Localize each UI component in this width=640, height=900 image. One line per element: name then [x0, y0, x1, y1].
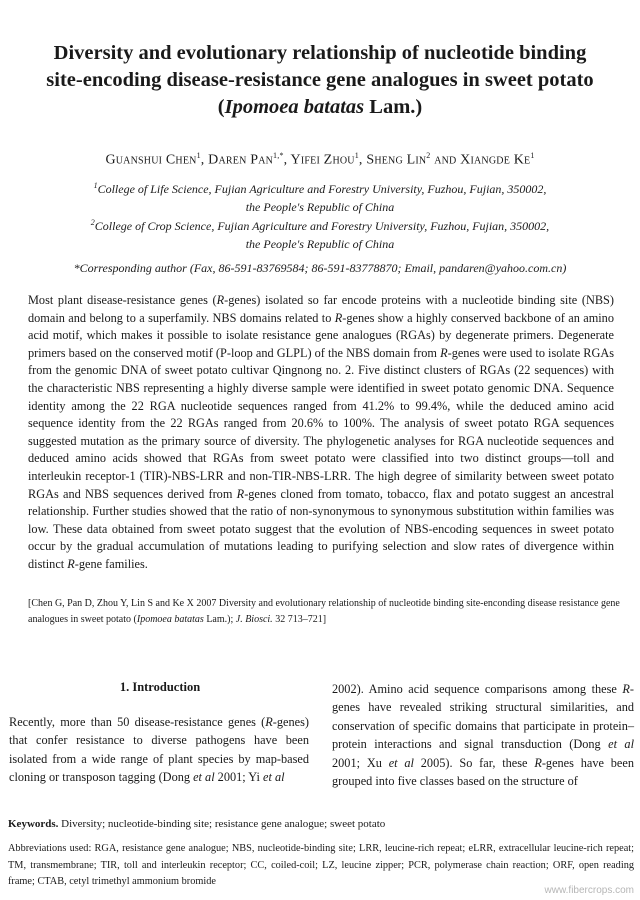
affiliation-2-marker: 2: [90, 218, 95, 227]
text-segment: -genes were used to isolate RGAs from the genomic DNA of sweet potato cultivar Qingnong no. 2. Five distinct clusters of RGAs (22 sequences) with the characteristic NBS representing a highly diverse sample were identified in sweet potato genomic DNA. Sequence identity among the 22 RGA nucleotide sequences ranged from 41.2% to 99.4%, while the deduced amino acid sequence identity from the 22 RGAs ranged from 20.6% to 100%. The analysis of sweet potato RGA sequences suggested mutation as the primary source of diversity. The phylogenetic analyses for RGA nucleotide sequences and deduced amino acids showed that RGAs from sweet potato were classified into two distinct groups—toll and interleukin receptor-1 (TIR)-NBS-LRR and non-TIR-NBS-LRR. The high degree of similarity between sweet potato RGAs and NBS sequences derived from: [28, 345, 614, 501]
title-line-2: site-encoding disease-resistance gene analogues in sweet potato: [46, 69, 594, 91]
introduction-left-column: [9, 713, 309, 787]
affiliation-1: [30, 177, 610, 216]
introduction-right-column: [332, 680, 634, 790]
keywords-text: Diversity; nucleotide-binding site; resistance gene analogue; sweet potato: [58, 818, 386, 830]
paper-title: [20, 40, 620, 121]
citation: [28, 596, 628, 628]
italic-text-segment: R: [534, 755, 542, 770]
title-species-suffix: Lam.): [364, 96, 423, 118]
italic-text-segment: Ipomoea batatas: [136, 614, 204, 625]
italic-text-segment: J. Biosci.: [235, 614, 273, 625]
author-affiliation-marker: 1: [530, 151, 535, 160]
author-affiliation-marker: 1: [196, 151, 201, 160]
text-segment: -genes show a highly conserved backbone of an amino acid motif, which makes it possible to isolate resistance gene analogues (RGAs) by degenerate primers. Degenerate primers based on the conserved motif (P-loop and GLPL) of the NBS domain from: [28, 310, 614, 360]
italic-text-segment: R: [334, 310, 343, 325]
title-species-italic: Ipomoea batatas: [224, 96, 365, 118]
text-segment: [Chen G, Pan D, Zhou Y, Lin S and Ke X 2007 Diversity and evolutionary relationship of nucleotide binding site-enconding disease resistance gene analogues in sweet potato (: [28, 598, 620, 625]
text-segment: -genes) isolated so far encode proteins with a nucleotide binding site (NBS) domain and belong to a superfamily. NBS domains related to: [28, 293, 614, 325]
italic-text-segment: R: [265, 715, 273, 729]
title-species-prefix: (: [217, 96, 225, 118]
corresponding-author: *Corresponding author (Fax, 86-591-83769584; 86-591-83778870; Email, pandaren@yahoo.com.cn): [73, 261, 567, 275]
text-segment: 2005). So far, these: [413, 755, 535, 770]
italic-text-segment: et al: [193, 770, 215, 785]
section-heading-introduction: 1. Introduction: [119, 680, 201, 694]
text-segment: 32 713–721]: [272, 614, 327, 625]
author-list: [20, 151, 620, 169]
author-name: Daren Pan: [208, 152, 274, 168]
title-line-1: Diversity and evolutionary relationship of nucleotide binding: [53, 42, 587, 64]
text-segment: -genes) that confer resistance to diverse pathogens have been isolated from a wide range of plant species by map-based cloning or transposon tagging (Dong: [9, 715, 309, 785]
text-segment: Lam.);: [203, 614, 236, 625]
text-segment: -genes have been grouped into five classes based on the structure of: [332, 755, 634, 789]
abstract: [28, 292, 614, 574]
author-affiliation-marker: 2: [426, 151, 431, 160]
author-separator: ,: [283, 152, 291, 168]
affiliation-2: [30, 214, 610, 253]
text-segment: 2001; Xu: [332, 755, 389, 770]
affiliation-1-line-2: the People's Republic of China: [245, 200, 395, 214]
author-name: Yifei Zhou: [290, 152, 355, 168]
text-segment: Recently, more than 50 disease-resistance genes (: [9, 715, 266, 729]
text-segment: -genes have revealed striking structural similarities, and conservation of specific domains that participate in protein–protein interactions and signal transduction (Dong: [332, 682, 634, 752]
keywords-label: Keywords.: [8, 818, 59, 830]
affiliation-1-line-1: College of Life Science, Fujian Agriculture and Forestry University, Fuzhou, Fujian, 350002,: [97, 182, 547, 196]
italic-text-segment: et al: [388, 755, 414, 770]
author-name: Xiangde Ke: [460, 152, 531, 168]
italic-text-segment: R: [622, 682, 630, 696]
italic-text-segment: R: [67, 556, 75, 571]
author-separator: ,: [358, 152, 367, 168]
text-segment: Most plant disease-resistance genes (: [28, 293, 217, 307]
author-affiliation-marker: 1: [354, 151, 359, 160]
author-affiliation-marker: 1,*: [273, 151, 284, 160]
author-name: Sheng Lin: [366, 152, 427, 168]
text-segment: 2002). Amino acid sequence comparisons among these: [332, 682, 623, 696]
italic-text-segment: R: [236, 486, 245, 501]
author-separator: ,: [200, 152, 209, 168]
italic-text-segment: R: [216, 293, 225, 307]
italic-text-segment: et al: [608, 737, 634, 752]
text-segment: 2001; Yi: [214, 770, 264, 785]
affiliation-2-line-2: the People's Republic of China: [245, 237, 395, 251]
text-segment: -genes cloned from tomato, tobacco, flax and potato suggest an ancestral relationship. Further studies showed that the ratio of non-synonymous to synonymous substitution within families was low. These data obtained from sweet potato suggest that the evolution of NBS-encoding sequences in sweet potato occur by the gradual accumulation of mutations leading to purifying selection and slow rates of divergence within distinct: [28, 486, 614, 571]
affiliation-1-marker: 1: [93, 181, 98, 190]
abbreviations: Abbreviations used: RGA, resistance gene analogue; NBS, nucleotide-binding site; LRR, leucine-rich repeat; eLRR, extracellular leucine-rich repeat; TM, transmembrane; TIR, toll and interleukin receptor; CC, coiled-coil; LZ, leucine zipper; PCR, polymerase chain reaction; ORF, open reading frame; CTAB, cetyl trimethyl ammonium bromide: [8, 843, 634, 887]
keywords: [8, 818, 628, 830]
italic-text-segment: R: [440, 345, 448, 360]
italic-text-segment: et al: [263, 770, 285, 785]
text-segment: -gene families.: [74, 556, 148, 571]
watermark: www.fibercrops.com: [544, 885, 634, 896]
author-name: Guanshui Chen: [105, 152, 197, 168]
author-separator: and: [430, 152, 461, 168]
affiliation-2-line-1: College of Crop Science, Fujian Agriculture and Forestry University, Fuzhou, Fujian, 350002,: [94, 219, 550, 233]
